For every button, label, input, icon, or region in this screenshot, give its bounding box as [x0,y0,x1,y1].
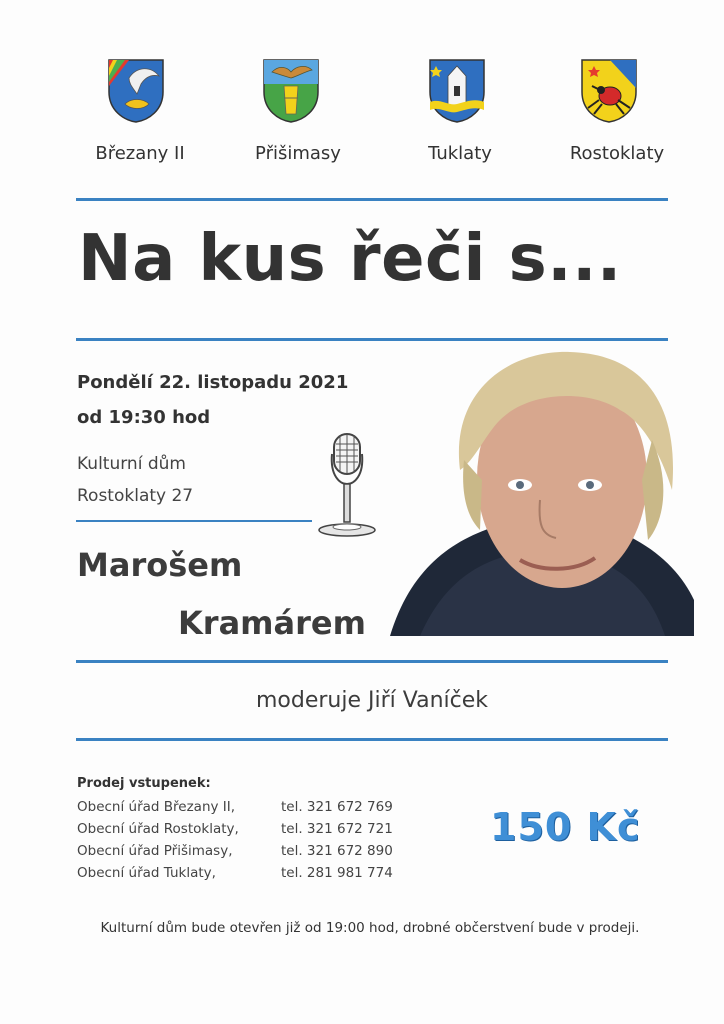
guest-last-name: Kramárem [178,604,366,642]
divider-under-title [76,338,668,341]
village-name-rostoklaty: Rostoklaty [569,143,665,164]
event-date: Pondělí 22. listopadu 2021 [77,372,349,393]
sales-phone: tel. 281 981 774 [281,865,393,881]
ticket-price: 150 Kč [490,805,641,849]
guest-first-name: Marošem [77,546,243,584]
rostoklaty-crest-icon [580,58,638,124]
sales-office: Obecní úřad Tuklaty, [77,865,216,881]
village-name-tuklaty: Tuklaty [428,143,492,164]
village-name-brezany: Březany II [95,143,185,164]
divider-top [76,198,668,201]
event-time: od 19:30 hod [77,407,211,428]
event-title: Na kus řeči s... [78,222,622,296]
sales-row [77,821,393,837]
divider-lower [76,738,668,741]
sales-phone: tel. 321 672 769 [281,799,393,815]
sales-row [77,865,393,881]
sales-office: Obecní úřad Březany II, [77,799,236,815]
sales-phone: tel. 321 672 721 [281,821,393,837]
footer-note: Kulturní dům bude otevřen již od 19:00 hod, drobné občerstvení bude v prodeji. [100,920,640,936]
event-venue: Kulturní dům [77,454,186,474]
sales-phone: tel. 321 672 890 [281,843,393,859]
divider-short [76,520,312,522]
divider-mid [76,660,668,663]
guest-portrait [390,350,694,636]
sales-row [77,843,393,859]
tuklaty-crest-icon [428,58,486,124]
sales-office: Obecní úřad Rostoklaty, [77,821,239,837]
microphone-icon [314,432,376,540]
sales-row [77,799,393,815]
ticket-sales-heading: Prodej vstupenek: [77,776,211,791]
event-address: Rostoklaty 27 [77,486,194,506]
village-name-prisimasy: Přišimasy [255,143,341,164]
prisimasy-crest-icon [262,58,320,124]
moderator-text: moderuje Jiří Vaníček [255,688,489,713]
brezany-crest-icon [107,58,165,124]
sales-office: Obecní úřad Přišimasy, [77,843,233,859]
